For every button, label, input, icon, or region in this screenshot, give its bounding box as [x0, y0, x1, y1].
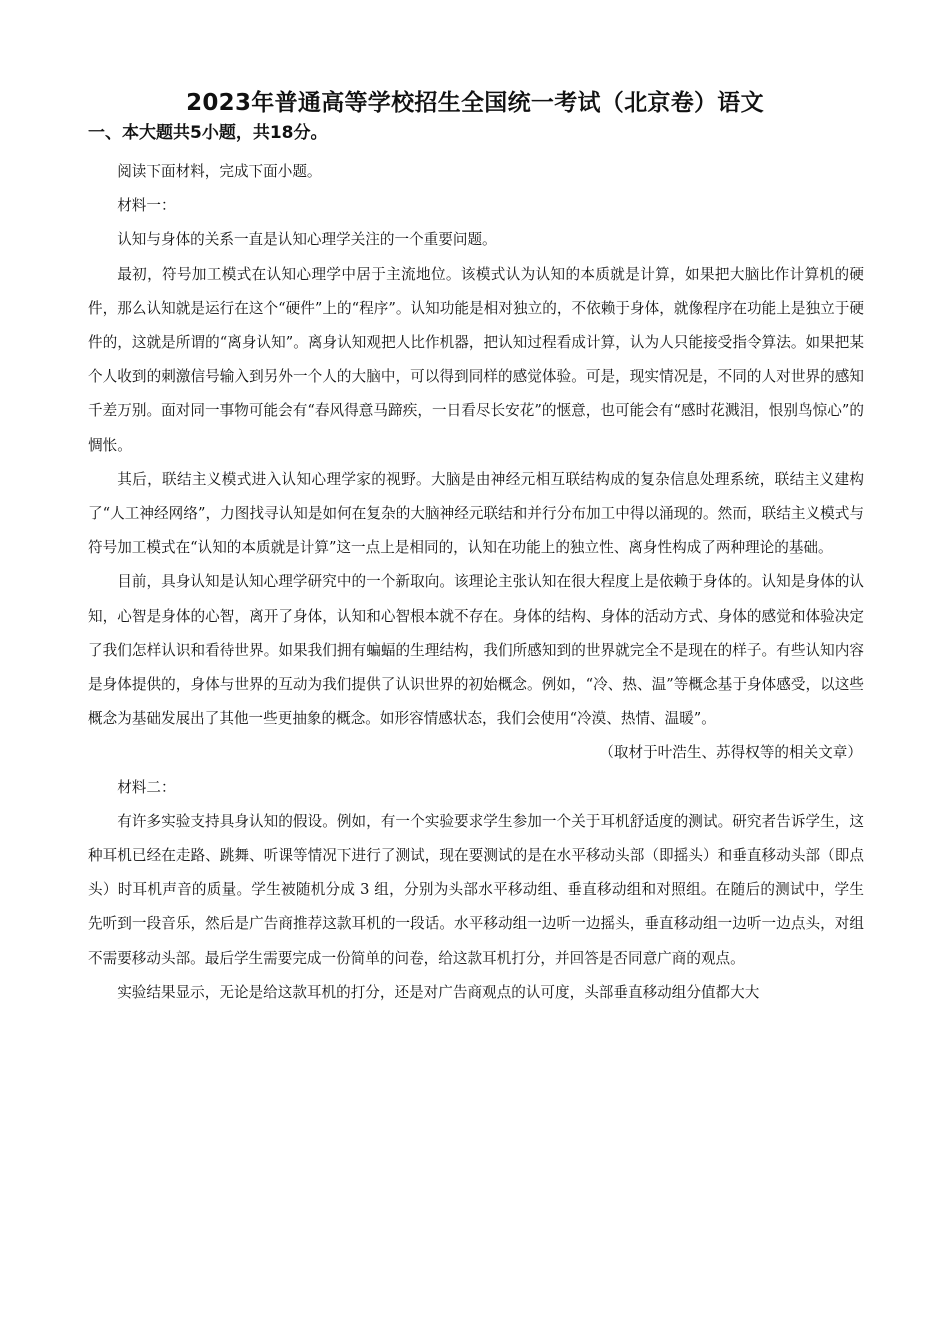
paragraph: 认知与身体的关系一直是认知心理学关注的一个重要问题。: [117, 231, 497, 249]
paragraph: 目前，具身认知是认知心理学研究中的一个新取向。该理论主张认知在很大程度上是依赖于身体的。认知是身体的认知，心智是身体的心智，离开了身体，认知和心智根本就不存在。身体的结构、身体的活动方式、身体的感觉和体验决定了我们怎样认识和看待世界。如果我们拥有蝙蝠的生理结构，我们所感知到的世界就完全不是现在的样子。有些认知内容是身体提供的，身体与世界的互动为我们提供了认识世界的初始概念。例如，“冷、热、温”等概念基于身体感受，以这些概念为基础发展出了其他一些更抽象的概念。如形容情感状态，我们会使用“冷漠、热情、温暖”。: [88, 573, 864, 728]
source-citation: （取材于叶浩生、苏得权等的相关文章）: [599, 744, 862, 762]
paragraph: 有许多实验支持具身认知的假设。例如，有一个实验要求学生参加一个关于耳机舒适度的测试。研究者告诉学生，这种耳机已经在走路、跳舞、听课等情况下进行了测试，现在要测试的是在水平移动头部（即摇头）和垂直移动头部（即点头）时耳机声音的质量。学生被随机分成 3 组，分别为头部水平移动组、垂直移动组和对照组。在随后的测试中，学生先听到一段音乐，然后是广告商推荐这款耳机的一段话。水平移动组一边听一边摇头，垂直移动组一边听一边点头，对组不需要移动头部。最后学生需要完成一份简单的问卷，给这款耳机打分，并回答是否同意广商的观点。: [88, 812, 864, 967]
document-body: [88, 155, 864, 1010]
paragraph: 实验结果显示，无论是给这款耳机的打分，还是对广告商观点的认可度，头部垂直移动组分值都大大: [117, 983, 760, 1001]
paragraph: 其后，联结主义模式进入认知心理学家的视野。大脑是由神经元相互联结构成的复杂信息处理系统，联结主义建构了“人工神经网络”，力图找寻认知是如何在复杂的大脑神经元联结和并行分布加工中得以涌现的。然而，联结主义模式与符号加工模式在“认知的本质就是计算”这一点上是相同的，认知在功能上的独立性、离身性构成了两种理论的基础。: [88, 470, 864, 557]
material-one-label: 材料一：: [117, 197, 176, 215]
paragraph: 最初，符号加工模式在认知心理学中居于主流地位。该模式认为认知的本质就是计算，如果把大脑比作计算机的硬件，那么认知就是运行在这个“硬件”上的“程序”。认知功能是相对独立的，不依赖于身体，就像程序在功能上是独立于硬件的，这就是所谓的“离身认知”。离身认知观把人比作机器，把认知过程看成计算，认为人只能接受指令算法。如果把某个人收到的刺激信号输入到另外一个人的大脑中，可以得到同样的感觉体验。可是，现实情况是，不同的人对世界的感知千差万别。面对同一事物可能会有“春风得意马蹄疾，一日看尽长安花”的惬意，也可能会有“感时花溅泪，恨别鸟惊心”的惆怅。: [88, 265, 864, 454]
page-title: 2023年普通高等学校招生全国统一考试（北京卷）语文: [186, 90, 764, 116]
material-two-label: 材料二：: [117, 778, 176, 796]
instruction-text: 阅读下面材料，完成下面小题。: [117, 163, 322, 180]
section-heading: 一、本大题共5小题，共18分。: [88, 123, 328, 143]
